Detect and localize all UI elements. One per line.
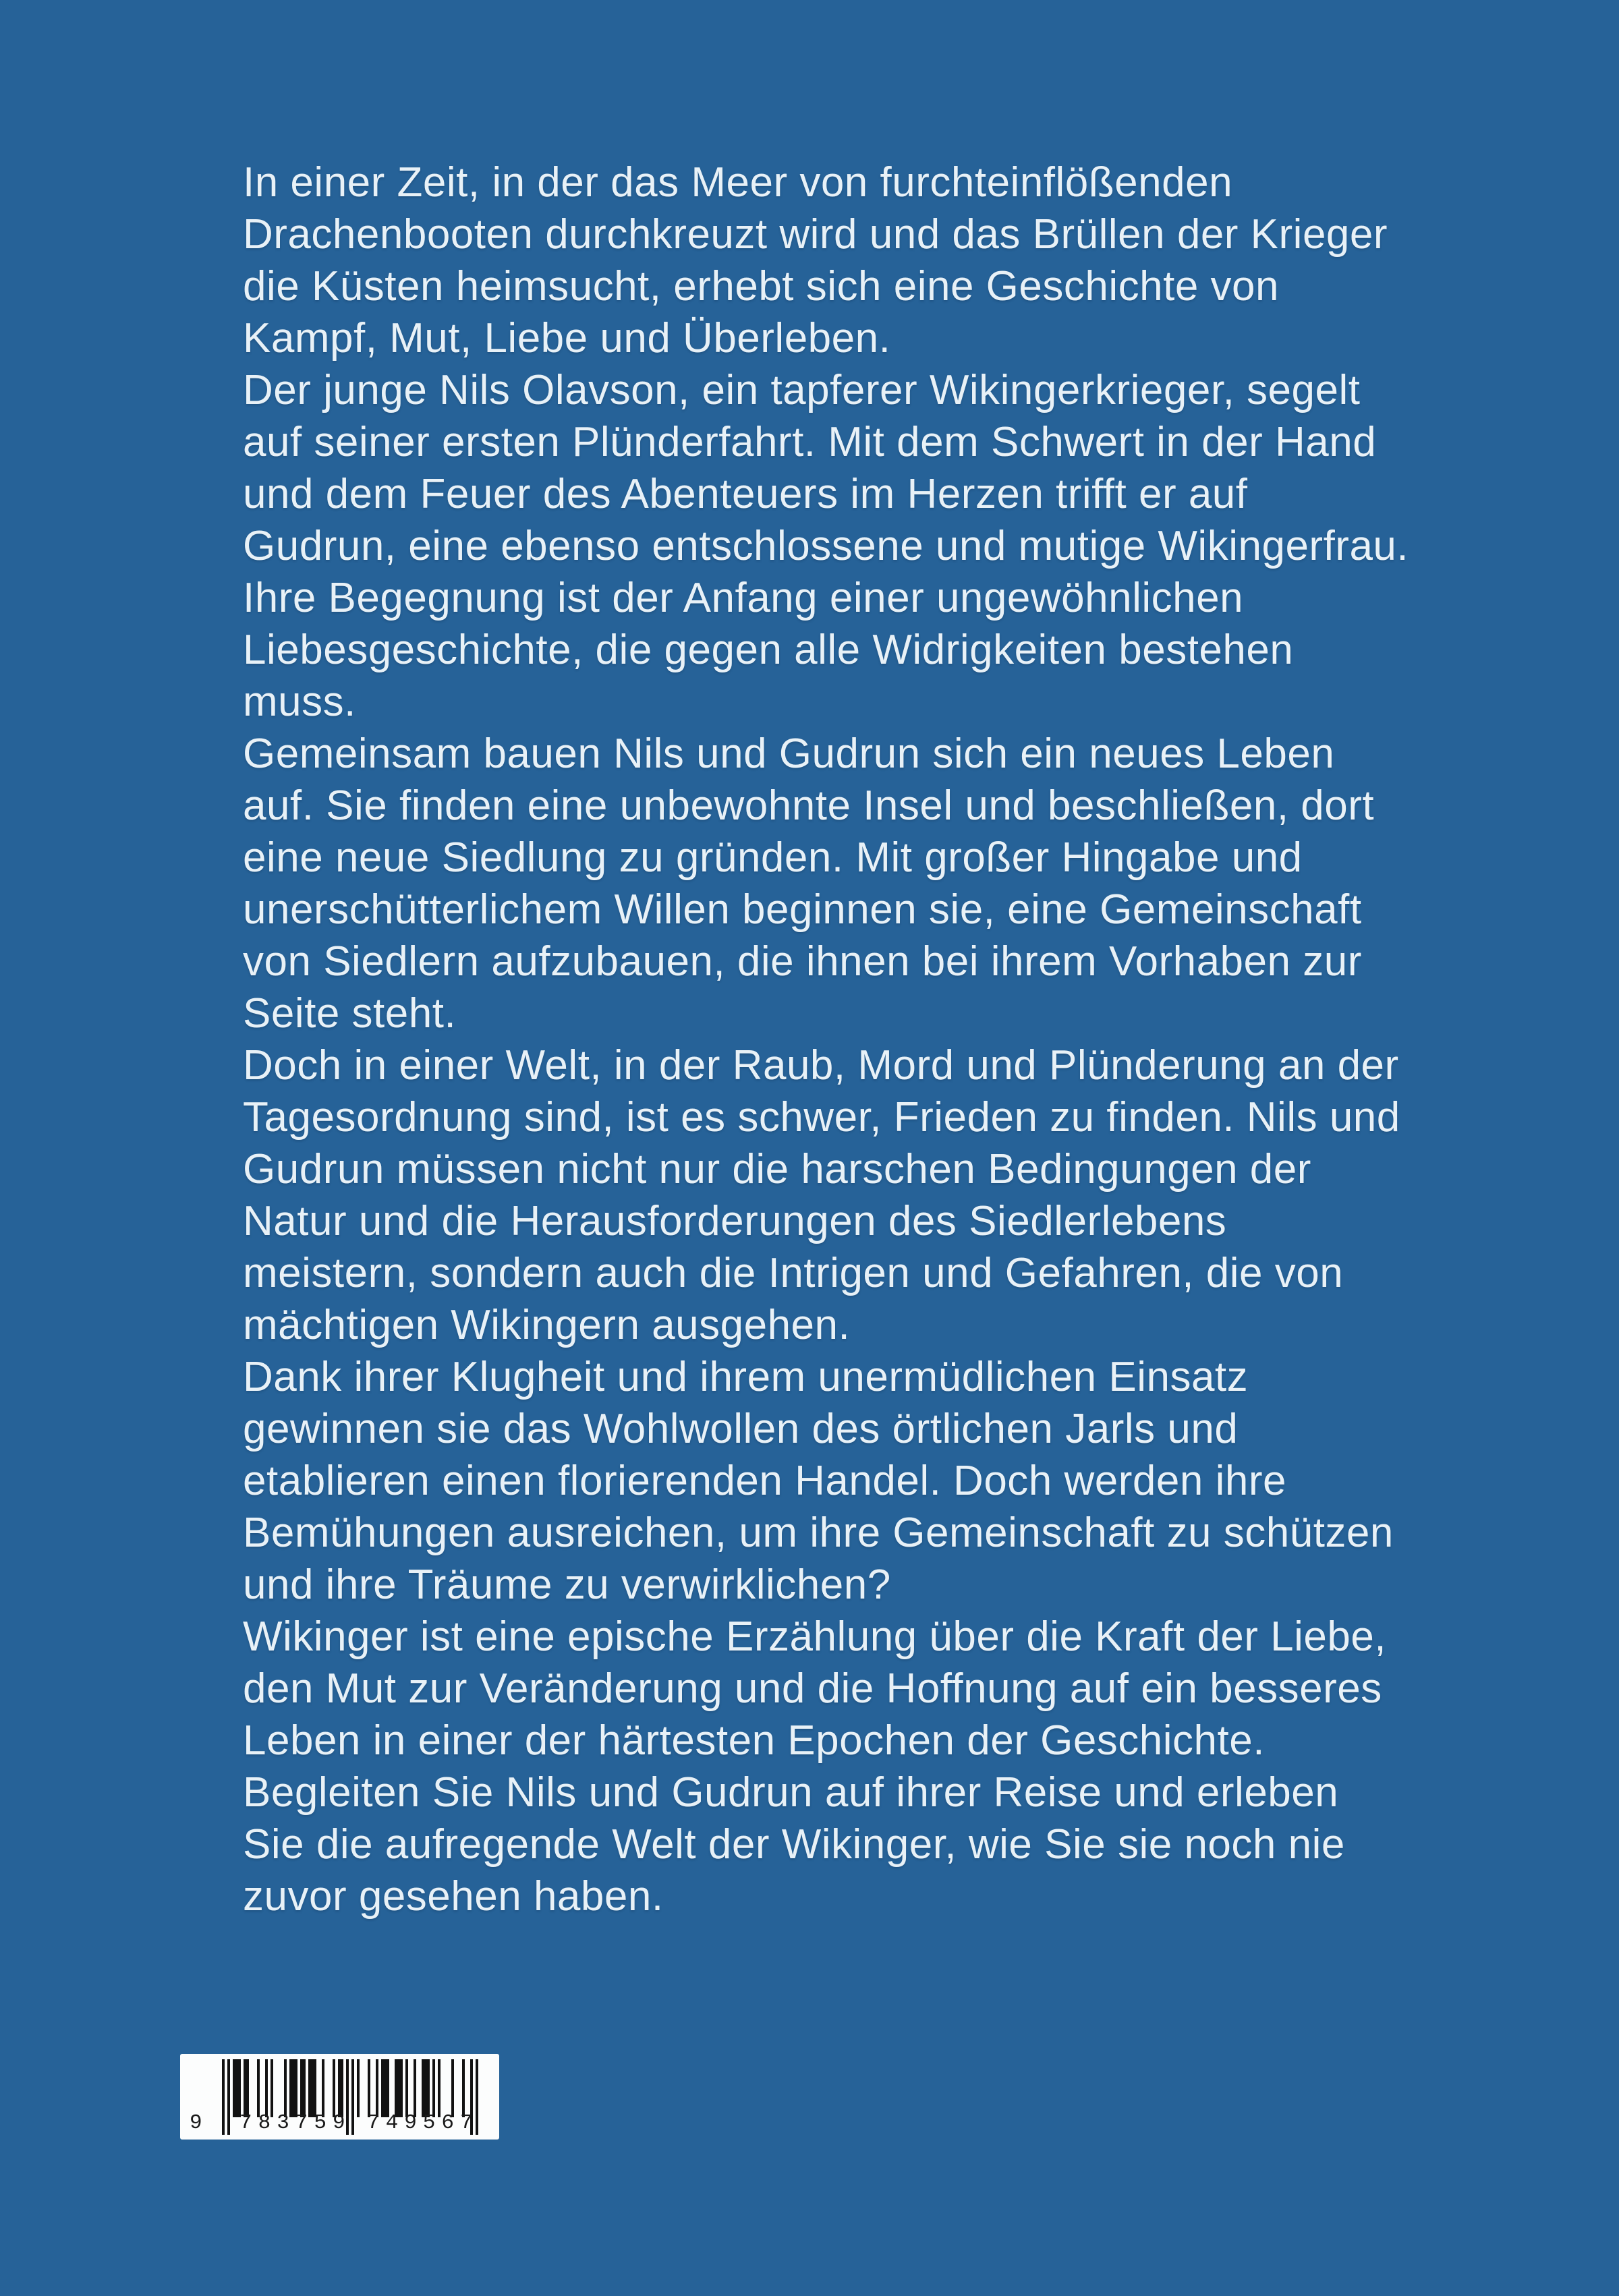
blurb-text: [243, 156, 1410, 1922]
blurb-paragraph: Dank ihrer Klugheit und ihrem unermüdlichen Einsatz gewinnen sie das Wohlwollen des örtlichen Jarls und etablieren einen florierenden Handel. Doch werden ihre Bemühungen ausreichen, um ihre Gemeinschaft zu schützen und ihre Träume zu verwirklichen?: [243, 1354, 1394, 1608]
blurb-paragraph: In einer Zeit, in der das Meer von furchteinflößenden Drachenbooten durchkreuzt wird und das Brüllen der Krieger die Küsten heimsucht, erhebt sich eine Geschichte von Kampf, Mut, Liebe und Überleben.: [243, 159, 1388, 362]
barcode-lead-digit: 9: [190, 2111, 202, 2135]
blurb-paragraph: Doch in einer Welt, in der Raub, Mord und Plünderung an der Tagesordnung sind, ist es schwer, Frieden zu finden. Nils und Gudrun müssen nicht nur die harschen Bedingungen der Natur und die Herausforderungen des Siedlerlebens meistern, sondern auch die Intrigen und Gefahren, die von mächtigen Wikingern ausgehen.: [243, 1042, 1400, 1348]
barcode-bars: [222, 2059, 478, 2117]
blurb-paragraph: Gemeinsam bauen Nils und Gudrun sich ein neues Leben auf. Sie finden eine unbewohnte Insel und beschließen, dort eine neue Siedlung zu gründen. Mit großer Hingabe und unerschütterlichem Willen beginnen sie, eine Gemeinschaft von Siedlern aufzubauen, die ihnen bei ihrem Vorhaben zur Seite steht.: [243, 730, 1375, 1037]
barcode-digit-group-1: 783759: [239, 2111, 351, 2135]
blurb-paragraph: Der junge Nils Olavson, ein tapferer Wikingerkrieger, segelt auf seiner ersten Plünderfahrt. Mit dem Schwert in der Hand und dem Feuer des Abenteuers im Herzen trifft er auf Gudrun, eine ebenso entschlossene und mutige Wikingerfrau. Ihre Begegnung ist der Anfang einer ungewöhnlichen Liebesgeschichte, die gegen alle Widrigkeiten bestehen muss.: [243, 367, 1409, 725]
isbn-barcode: [180, 2054, 499, 2140]
barcode-digit-group-2: 749567: [367, 2111, 479, 2135]
blurb-paragraph: Wikinger ist eine epische Erzählung über die Kraft der Liebe, den Mut zur Veränderung und die Hoffnung auf ein besseres Leben in einer der härtesten Epochen der Geschichte. Begleiten Sie Nils und Gudrun auf ihrer Reise und erleben Sie die aufregende Welt der Wikinger, wie Sie sie noch nie zuvor gesehen haben.: [243, 1613, 1387, 1920]
